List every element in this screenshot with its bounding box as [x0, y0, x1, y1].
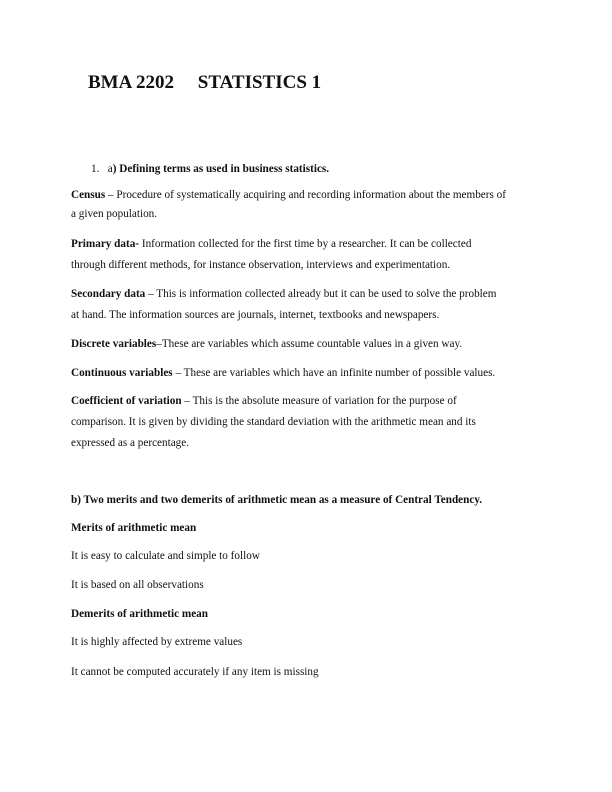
definition-text: – This is information collected already but it can be used to solve the problem [145, 288, 497, 300]
secondary-data-definition [71, 286, 496, 302]
heading-text: ) Defining terms as used in business statistics. [112, 163, 330, 175]
discrete-variables-definition [71, 336, 462, 352]
definition-continuation: at hand. The information sources are journals, internet, textbooks and newspapers. [71, 309, 440, 321]
definition-continuation: a given population. [71, 208, 158, 220]
term: Census [71, 189, 106, 201]
merit-item: It is easy to calculate and simple to follow [71, 550, 260, 562]
coefficient-of-variation-definition [71, 393, 457, 409]
page-title [88, 72, 321, 94]
definition-continuation: through different methods, for instance observation, interviews and experimentation. [71, 259, 451, 271]
demerits-heading: Demerits of arithmetic mean [71, 608, 208, 620]
heading-prefix: a [107, 163, 113, 175]
definition-continuation: expressed as a percentage. [71, 437, 190, 449]
demerit-item: It is highly affected by extreme values [71, 636, 243, 648]
definition-text: Information collected for the first time by a researcher. It can be collected [139, 238, 472, 250]
list-number: 1. [91, 163, 100, 175]
merits-heading: Merits of arithmetic mean [71, 522, 197, 534]
question-heading [91, 161, 329, 177]
definition-text: – This is the absolute measure of variation for the purpose of [181, 395, 457, 407]
course-code: BMA 2202 [88, 72, 175, 93]
term: Secondary data [71, 288, 146, 300]
term: Coefficient of variation [71, 395, 182, 407]
term: Primary data- [71, 238, 140, 250]
definition-text: –These are variables which assume countable values in a given way. [156, 338, 463, 350]
definition-text: – Procedure of systematically acquiring and recording information about the members of [105, 189, 506, 201]
definition-continuation: comparison. It is given by dividing the standard deviation with the arithmetic mean and its [71, 416, 476, 428]
primary-data-definition [71, 236, 471, 252]
definition-text: – These are variables which have an infinite number of possible values. [172, 367, 496, 379]
merit-item: It is based on all observations [71, 579, 204, 591]
demerit-item: It cannot be computed accurately if any item is missing [71, 666, 319, 678]
continuous-variables-definition [71, 365, 495, 381]
course-name: STATISTICS 1 [197, 72, 322, 93]
census-definition [71, 187, 506, 203]
term: Continuous variables [71, 367, 173, 379]
term: Discrete variables [71, 338, 157, 350]
section-b-heading: b) Two merits and two demerits of arithmetic mean as a measure of Central Tendency. [71, 494, 483, 506]
